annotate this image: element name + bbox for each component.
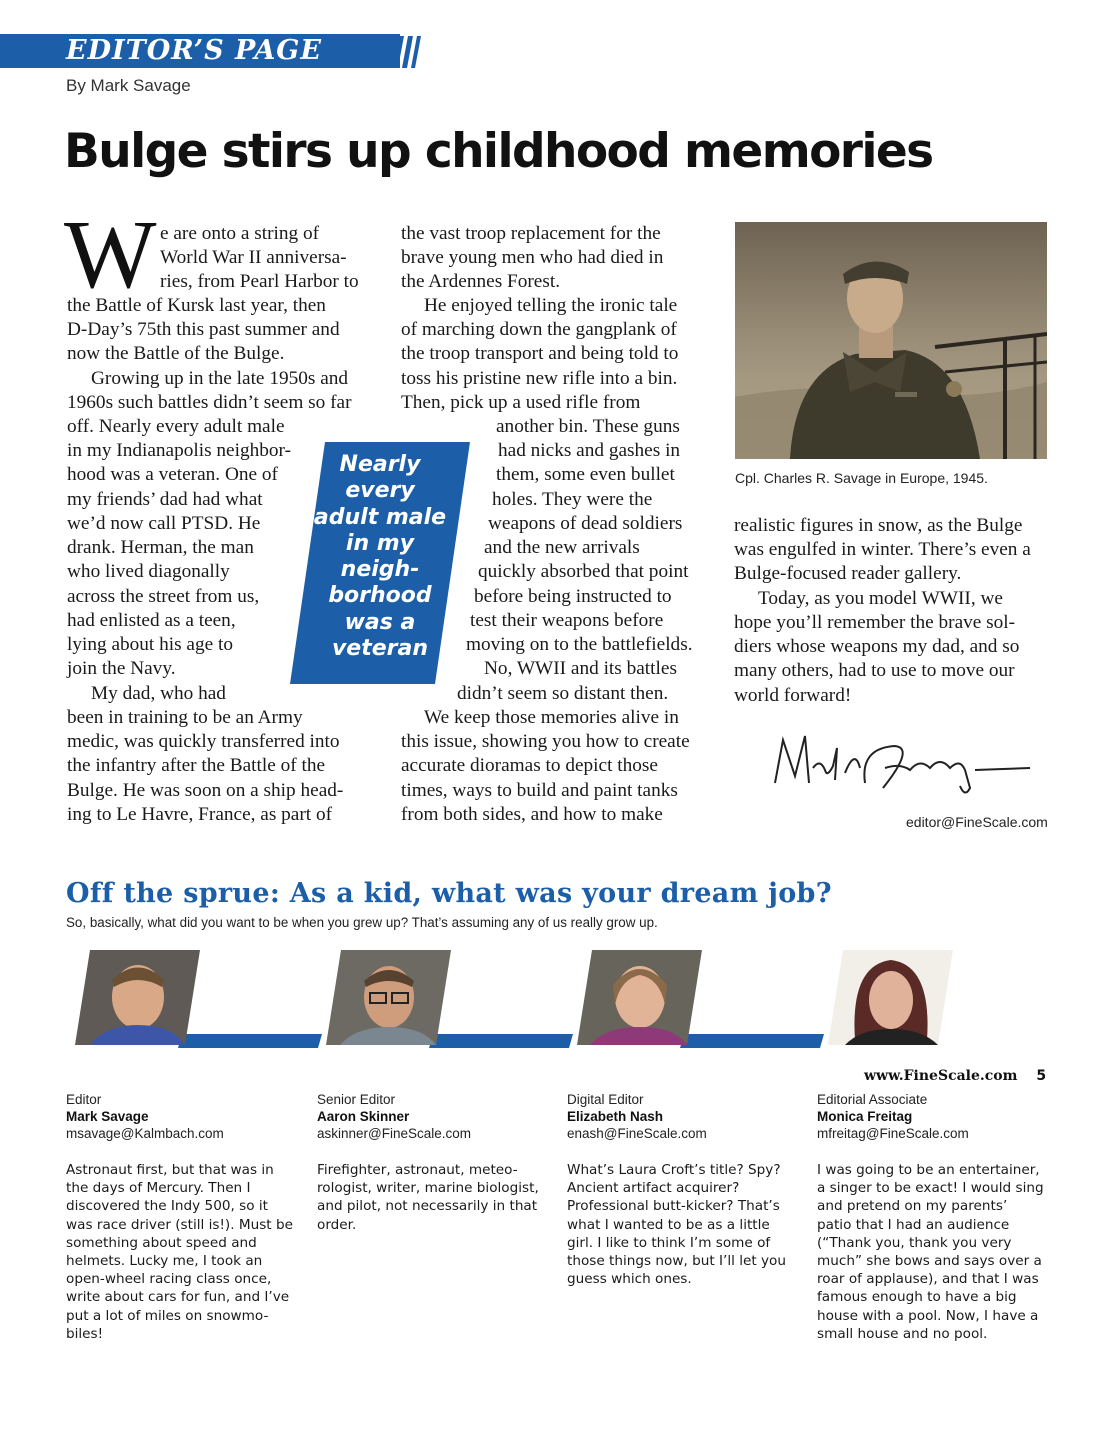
answer-line: biles! <box>66 1325 104 1342</box>
text-line: ing to Le Havre, France, as part of <box>67 804 333 825</box>
answer-line: and pilot, not necessarily in that <box>317 1198 538 1215</box>
text-line: e are onto a string of <box>160 223 320 244</box>
text-line: Bulge-focused reader gallery. <box>734 563 962 584</box>
text-line: diers whose weapons my dad, and so <box>734 636 1020 657</box>
text-line: test their weapons before <box>470 610 664 631</box>
answer-line: girl. I like to think I’m some of <box>567 1234 771 1251</box>
staff-role: Digital Editor <box>567 1092 644 1107</box>
page-footer <box>864 1068 1046 1084</box>
text-line: medic, was quickly transferred into <box>67 731 340 752</box>
text-line: had enlisted as a teen, <box>67 610 236 631</box>
staff-photo-strip <box>60 945 1060 1075</box>
staff-name: Mark Savage <box>66 1109 149 1124</box>
answer-line: a singer to be exact! I would sing <box>817 1180 1044 1197</box>
text-line: moving on to the battlefields. <box>466 634 693 655</box>
section-title: EDITOR’S PAGE <box>66 35 322 66</box>
text-line: we’d now call PTSD. He <box>67 513 261 534</box>
answer-line: open-wheel racing class once, <box>66 1271 272 1288</box>
answer-line: (“Thank you, thank you very <box>817 1234 1012 1251</box>
staff-card-2 <box>317 1091 557 1234</box>
staff-role: Senior Editor <box>317 1092 396 1107</box>
staff-email-link[interactable]: enash@FineScale.com <box>567 1126 707 1141</box>
answer-line: helmets. Lucky me, I took an <box>66 1253 263 1270</box>
headline: Bulge stirs up childhood memories <box>64 124 933 179</box>
text-line: another bin. These guns <box>496 416 680 437</box>
text-line: No, WWII and its battles <box>484 658 677 679</box>
answer-line: put a lot of miles on snowmo- <box>66 1307 269 1324</box>
staff-card-1 <box>66 1091 301 1343</box>
answer-line: Astronaut first, but that was in <box>66 1162 274 1178</box>
staff-answer <box>817 1161 1062 1343</box>
soldier-photo <box>735 222 1047 459</box>
staff-name: Elizabeth Nash <box>567 1109 664 1124</box>
answer-line: something about speed and <box>66 1234 257 1251</box>
staff-card-4 <box>817 1091 1062 1343</box>
answer-line: Professional butt-kicker? That’s <box>567 1198 780 1215</box>
answer-line: much” she bows and says over a <box>817 1253 1042 1270</box>
connector-bar <box>429 1034 573 1048</box>
text-line: drank. Herman, the man <box>67 537 254 558</box>
drop-cap: W <box>64 201 157 309</box>
answer-line: the days of Mercury. Then I <box>66 1180 251 1197</box>
footer-url-link[interactable]: www.FineScale.com <box>864 1068 1018 1084</box>
text-line: quickly absorbed that point <box>478 561 689 582</box>
text-line: D-Day’s 75th this past summer and <box>67 319 340 340</box>
text-line: Bulge. He was soon on a ship head- <box>67 780 344 801</box>
staff-photo-elizabeth-nash <box>577 950 702 1045</box>
staff-photo-mark-savage <box>75 950 200 1045</box>
staff-photo-monica-freitag <box>828 950 953 1045</box>
answer-line: house with a pool. Now, I have a <box>817 1307 1039 1324</box>
text-line: accurate dioramas to depict those <box>401 755 658 776</box>
answer-line: those things now, but I’ll let you <box>567 1253 786 1270</box>
pullquote-line: Nearly <box>339 452 421 477</box>
answer-line: patio that I had an audience <box>817 1216 1010 1233</box>
answer-line: small house and no pool. <box>817 1325 988 1342</box>
pullquote-line: veteran <box>331 636 429 662</box>
text-line: this issue, showing you how to create <box>401 731 690 752</box>
text-line: them, some even bullet <box>496 464 675 485</box>
connector-bar <box>178 1034 322 1048</box>
answer-line: I was going to be an entertainer, <box>817 1162 1040 1178</box>
text-line: world forward! <box>734 685 852 706</box>
staff-role: Editorial Associate <box>817 1092 928 1107</box>
text-line: toss his pristine new rifle into a bin. <box>401 368 678 389</box>
text-line: join the Navy. <box>67 658 176 679</box>
text-line: the infantry after the Battle of the <box>67 755 326 776</box>
staff-answer <box>66 1161 301 1343</box>
text-line: the Battle of Kursk last year, then <box>67 295 326 316</box>
text-line: holes. They were the <box>492 489 653 510</box>
editor-signature <box>765 728 1035 798</box>
answer-line: what I wanted to be as a little <box>567 1216 770 1233</box>
text-line: times, ways to build and paint tanks <box>401 780 678 801</box>
answer-line: and pretend on my parents’ <box>817 1198 1008 1215</box>
staff-photo-aaron-skinner <box>326 950 451 1045</box>
staff-answer <box>317 1161 557 1234</box>
answer-line: guess which ones. <box>567 1271 692 1288</box>
answer-line: Ancient artifact acquirer? <box>567 1180 740 1197</box>
staff-answer <box>567 1161 807 1288</box>
pullquote-line: was a <box>344 609 416 635</box>
text-line: been in training to be an Army <box>67 707 303 728</box>
header-stripes-decoration <box>382 36 422 68</box>
photo-caption: Cpl. Charles R. Savage in Europe, 1945. <box>735 470 988 486</box>
pullquote <box>300 452 460 662</box>
pullquote-line: adult male <box>313 504 447 530</box>
text-line: Growing up in the late 1950s and <box>91 368 349 389</box>
pullquote-line: every <box>345 478 415 504</box>
answer-line: Firefighter, astronaut, meteo- <box>317 1162 518 1178</box>
text-line: the Ardennes Forest. <box>401 271 561 292</box>
answer-line: famous enough to have a big <box>817 1289 1017 1306</box>
text-line: He enjoyed telling the ironic tale <box>424 295 678 316</box>
text-line: 1960s such battles didn’t seem so far <box>67 392 352 413</box>
text-line: had nicks and gashes in <box>498 440 681 461</box>
staff-name: Aaron Skinner <box>317 1109 410 1124</box>
text-line: Today, as you model WWII, we <box>758 588 1003 609</box>
staff-email-link[interactable]: askinner@FineScale.com <box>317 1126 472 1141</box>
text-line: off. Nearly every adult male <box>67 416 285 437</box>
answer-line: was race driver (still is!). Must be <box>66 1216 293 1233</box>
editor-email-link[interactable]: editor@FineScale.com <box>906 814 1048 830</box>
pullquote-line: borhood <box>328 583 432 609</box>
answer-line: discovered the Indy 500, so it <box>66 1198 268 1215</box>
text-line: the vast troop replacement for the <box>401 223 661 244</box>
answer-line: rologist, writer, marine biologist, <box>317 1180 539 1197</box>
text-line: from both sides, and how to make <box>401 804 663 825</box>
sprue-subtitle: So, basically, what did you want to be when you grew up? That’s assuming any of us really grow up. <box>66 915 658 930</box>
text-line: ries, from Pearl Harbor to <box>160 271 359 292</box>
text-line: realistic figures in snow, as the Bulge <box>734 515 1023 536</box>
staff-role: Editor <box>66 1092 102 1107</box>
text-line: My dad, who had <box>91 683 226 704</box>
pullquote-line: in my <box>345 530 415 556</box>
text-line: World War II anniversa- <box>160 247 347 268</box>
text-line: brave young men who had died in <box>401 247 664 268</box>
answer-line: write about cars for fun, and I’ve <box>66 1289 290 1306</box>
text-line: who lived diagonally <box>67 561 230 582</box>
text-line: lying about his age to <box>67 634 234 655</box>
text-line: and the new arrivals <box>484 537 640 558</box>
text-line: hood was a veteran. One of <box>67 464 278 485</box>
sprue-heading: Off the sprue: As a kid, what was your dream job? <box>66 878 832 909</box>
staff-email-link[interactable]: mfreitag@FineScale.com <box>817 1126 969 1141</box>
text-line: my friends’ dad had what <box>67 489 263 510</box>
staff-email-link[interactable]: msavage@Kalmbach.com <box>66 1126 224 1141</box>
answer-line: roar of applause), and that I was <box>817 1271 1039 1288</box>
answer-line: What’s Laura Croft’s title? Spy? <box>567 1162 781 1178</box>
text-line: across the street from us, <box>67 586 260 607</box>
text-line: hope you’ll remember the brave sol- <box>734 612 1016 633</box>
text-line: weapons of dead soldiers <box>488 513 683 534</box>
text-line: before being instructed to <box>474 586 672 607</box>
text-line: of marching down the gangplank of <box>401 319 677 340</box>
text-line: many others, had to use to move our <box>734 660 1015 681</box>
text-line: the troop transport and being told to <box>401 343 679 364</box>
connector-bar <box>680 1034 824 1048</box>
byline: By Mark Savage <box>66 76 191 95</box>
text-line: now the Battle of the Bulge. <box>67 343 285 364</box>
text-line: didn’t seem so distant then. <box>457 683 669 704</box>
text-line: was engulfed in winter. There’s even a <box>734 539 1031 560</box>
page-number: 5 <box>1036 1068 1047 1084</box>
pullquote-line: neigh- <box>340 557 420 583</box>
text-line: Then, pick up a used rifle from <box>401 392 641 413</box>
text-line: We keep those memories alive in <box>424 707 679 728</box>
answer-line: order. <box>317 1216 357 1233</box>
text-line: in my Indianapolis neighbor- <box>67 440 291 461</box>
staff-name: Monica Freitag <box>817 1109 913 1124</box>
staff-card-3 <box>567 1091 807 1288</box>
